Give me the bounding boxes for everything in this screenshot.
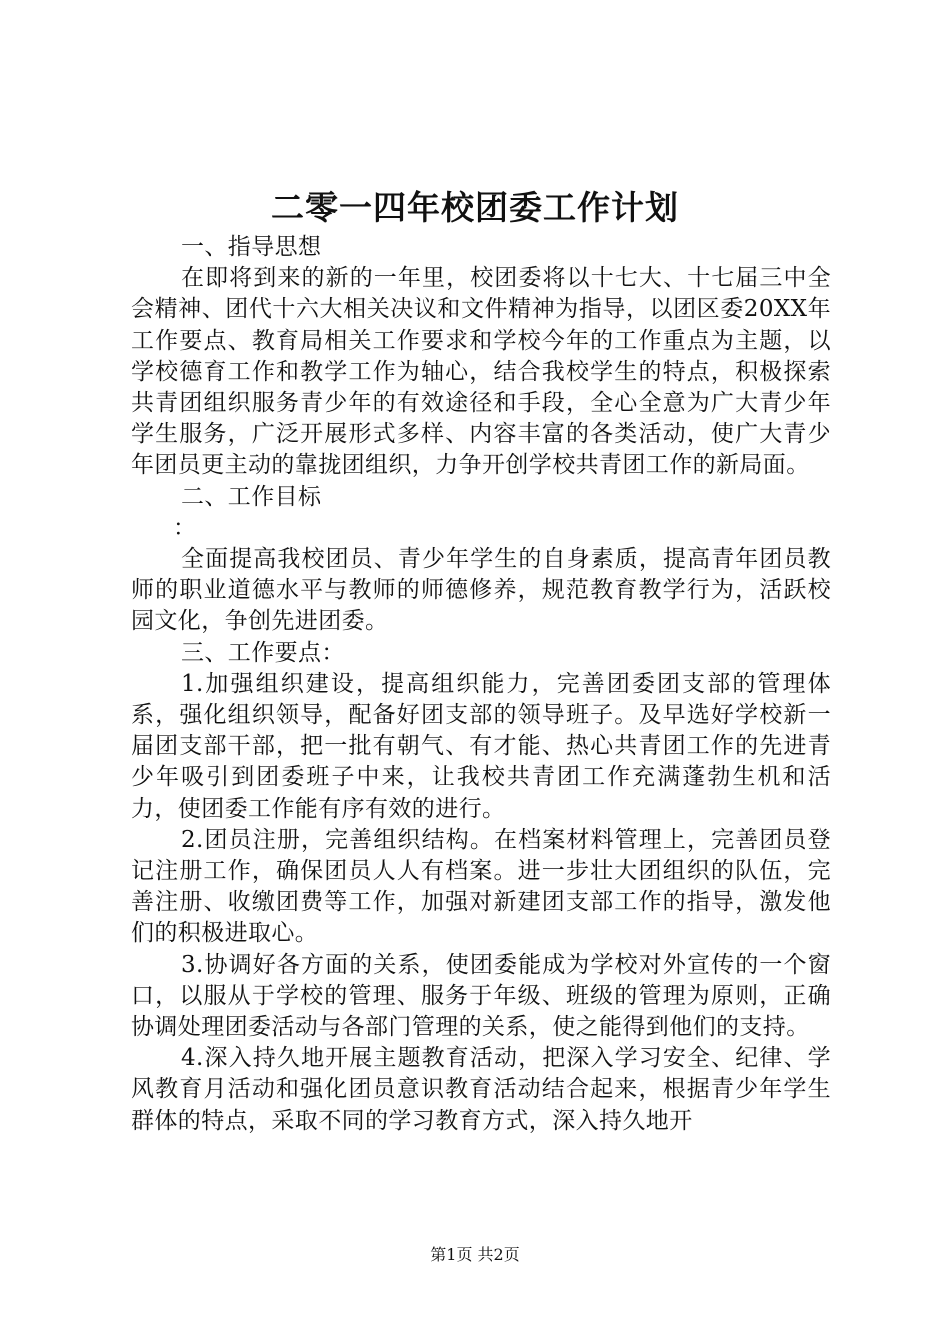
document-body: [131, 232, 831, 1137]
colon-line: ：: [173, 514, 197, 541]
section-heading-guiding-ideology: 一、指导思想: [181, 234, 322, 260]
document-title: 二零一四年校团委工作计划: [271, 188, 679, 227]
section-heading-work-points: 三、工作要点：: [181, 639, 345, 666]
page-footer: 第1页 共2页: [430, 1245, 520, 1264]
work-point-3: 3.协调好各方面的关系，使团委能成为学校对外宣传的一个窗口，以服从于学校的管理、服务于年级、班级的管理为原则，正确协调处理团委活动与各部门管理的关系，使之能得到他们的支持。: [131, 951, 831, 1041]
work-point-2: 2.团员注册，完善组织结构。在档案材料管理上，完善团员登记注册工作，确保团员人人有档案。进一步壮大团组织的队伍，完善注册、收缴团费等工作，加强对新建团支部工作的指导，激发他们的积极进取心。: [131, 826, 831, 947]
paragraph-work-goals: 全面提高我校团员、青少年学生的自身素质，提高青年团员教师的职业道德水平与教师的师德修养，规范教育教学行为，活跃校园文化，争创先进团委。: [131, 546, 831, 635]
paragraph-guiding-ideology: 在即将到来的新的一年里，校团委将以十七大、十七届三中全会精神、团代十六大相关决议和文件精神为指导，以团区委20XX年工作要点、教育局相关工作要求和学校今年的工作重点为主题，以学校德育工作和教学工作为轴心，结合我校学生的特点，积极探索共青团组织服务青少年的有效途径和手段，全心全意为广大青少年学生服务，广泛开展形式多样、内容丰富的各类活动，使广大青少年团员更主动的靠拢团组织，力争开创学校共青团工作的新局面。: [131, 265, 831, 479]
section-heading-work-goals: 二、工作目标: [181, 483, 322, 510]
work-point-1: 1.加强组织建设，提高组织能力，完善团委团支部的管理体系，强化组织领导，配备好团支部的领导班子。及早选好学校新一届团支部干部，把一批有朝气、有才能、热心共青团工作的先进青少年吸引到团委班子中来，让我校共青团工作充满蓬勃生机和活力，使团委工作能有序有效的进行。: [131, 670, 831, 822]
work-point-4: 4.深入持久地开展主题教育活动，把深入学习安全、纪律、学风教育月活动和强化团员意识教育活动结合起来，根据青少年学生群体的特点，采取不同的学习教育方式，深入持久地开: [131, 1045, 831, 1134]
